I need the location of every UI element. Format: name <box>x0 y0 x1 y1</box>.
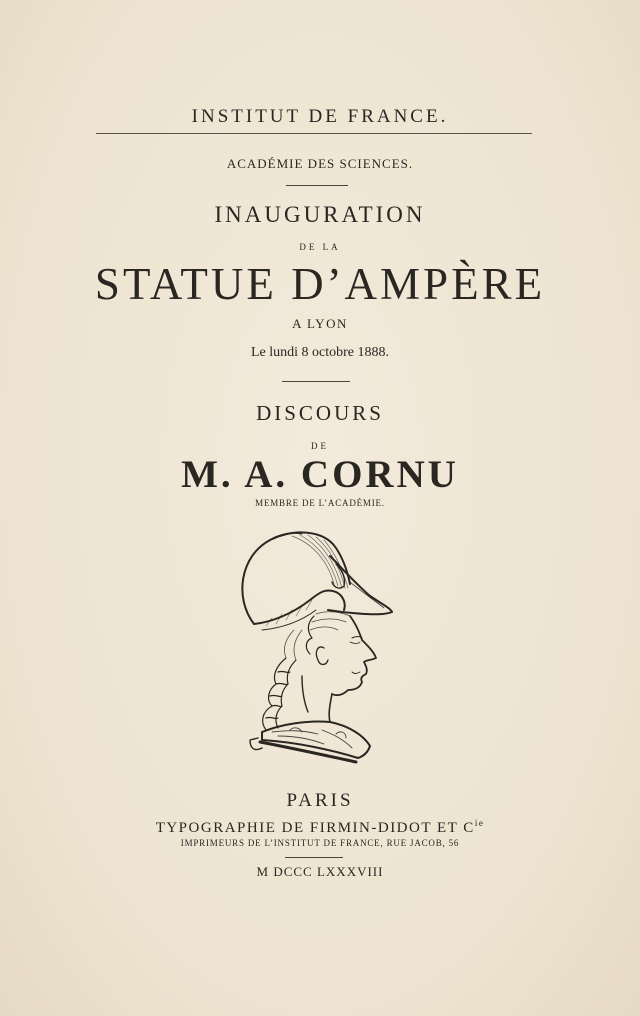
divider-rule <box>285 857 343 858</box>
title-line-inauguration: INAUGURATION <box>214 202 426 227</box>
date-line: Le lundi 8 octobre 1888. <box>250 345 390 360</box>
top-rule <box>96 133 532 134</box>
imprint-city: PARIS <box>286 790 354 811</box>
publisher-name: TYPOGRAPHIE DE FIRMIN-DIDOT ET C <box>155 820 475 836</box>
author-role: MEMBRE DE L’ACADÉMIE. <box>255 498 385 508</box>
imprint-printers: IMPRIMEURS DE L’INSTITUT DE FRANCE, RUE JACOB, 56 <box>180 838 460 848</box>
imprint-year: M DCCC LXXXVIII <box>256 864 384 879</box>
author-name: M. A. CORNU <box>181 453 459 496</box>
academy-heading: ACADÉMIE DES SCIENCES. <box>226 156 414 171</box>
divider-rule <box>286 185 348 186</box>
divider-rule <box>282 381 350 382</box>
helmeted-minerva-head-icon <box>232 526 398 764</box>
title-line-de-la: DE LA <box>299 242 341 252</box>
imprint-publisher <box>0 818 640 837</box>
publisher-suffix: ie <box>474 818 485 828</box>
main-title: STATUE D’AMPÈRE <box>94 259 546 309</box>
speech-heading: DISCOURS <box>256 401 384 425</box>
place-line: A LYON <box>292 316 348 331</box>
institution-heading: INSTITUT DE FRANCE. <box>191 106 449 127</box>
speech-connector: DE <box>311 441 329 451</box>
